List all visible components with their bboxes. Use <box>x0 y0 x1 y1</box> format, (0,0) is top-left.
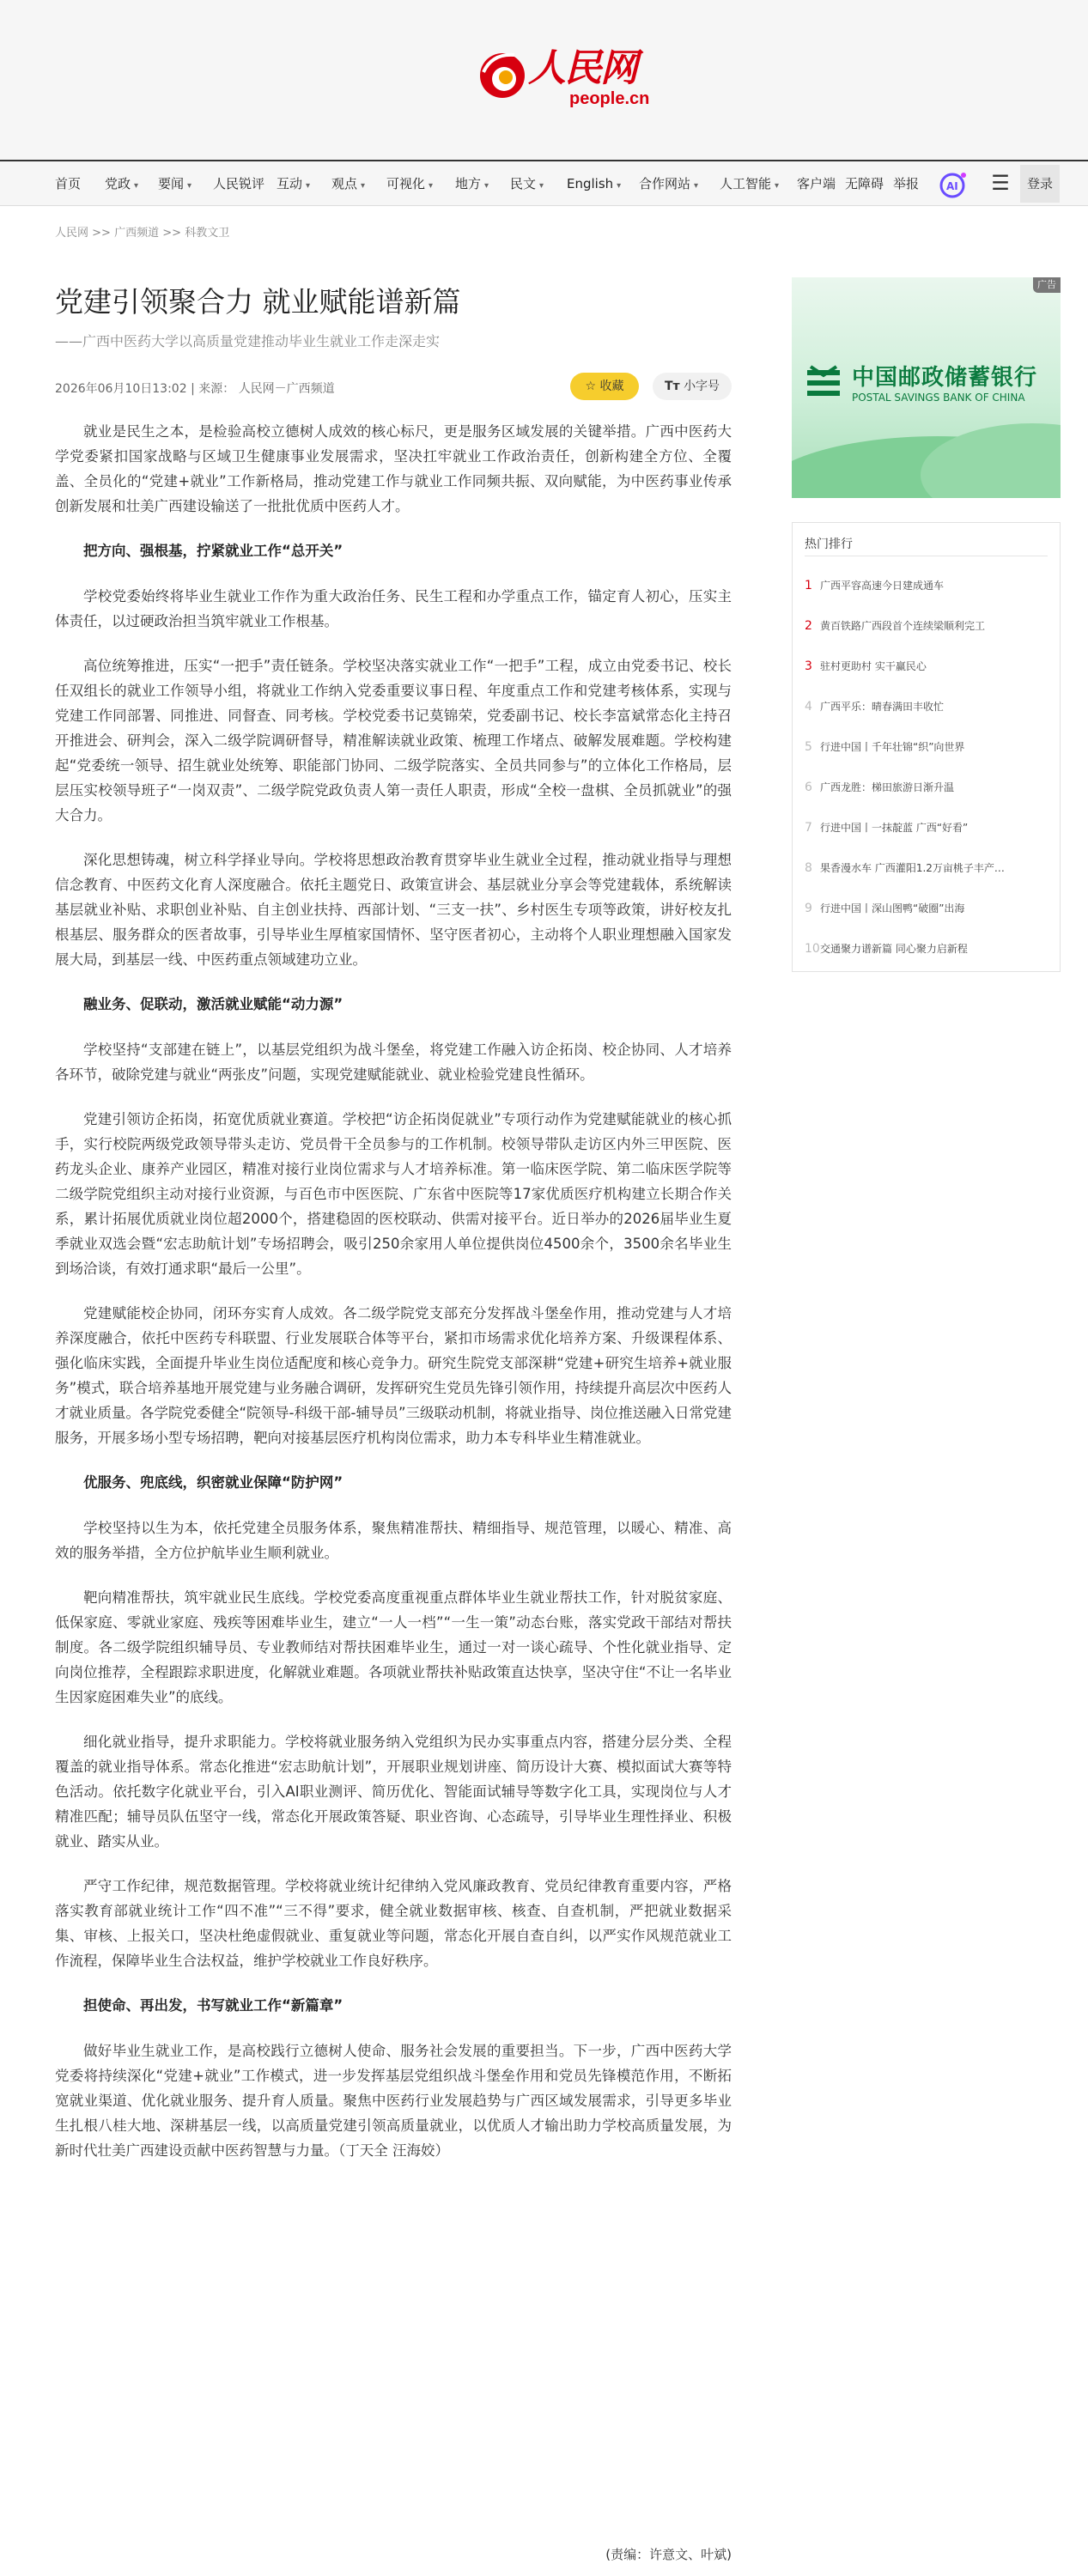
hot-ranking-link: 广西龙胜：梯田旅游日渐升温 <box>820 781 955 793</box>
nav-item[interactable] <box>213 161 264 206</box>
nav-item[interactable] <box>639 161 698 206</box>
site-header <box>0 0 1088 160</box>
site-logo[interactable] <box>475 45 650 110</box>
font-size-button[interactable] <box>653 373 732 400</box>
chevron-down-icon: ▾ <box>484 181 489 191</box>
chevron-down-icon: ▾ <box>306 181 311 191</box>
hot-ranking-link: 驻村更助村 实干赢民心 <box>820 660 927 672</box>
paragraph: 学校坚持以生为本，依托党建全员服务体系，聚焦精准帮扶、精细指导、规范管理，以暖心、精准、高效的服务举措，全方位护航毕业生顺利就业。 <box>55 1520 732 1561</box>
paragraph: 高位统筹推进，压实“一把手”责任链条。学校坚决落实就业工作“一把手”工程，成立由党委书记、校长任双组长的就业工作领导小组，将就业工作纳入党委重要议事日程、年度重点工作和党建考核体系，实现与党建工作同部署、同推进、同督查、同考核。学校党委书记莫锦荣，党委副书记、校长李富斌常态化主持召开推进会、研判会，深入二级学院调研督导，精准解读就业政策、梳理工作堵点、破解发展难题。学校构建起“党委统一领导、招生就业处统筹、职能部门协同、二级学院落实、全员共同参与”的立体化工作格局，层层压实校领导班子“一岗双责”、二级学院党政负责人第一责任人职责，形成“全校一盘棋、全员抓就业”的强大合力。 <box>55 658 732 823</box>
section-heading: 担使命、再出发，书写就业工作“新篇章” <box>83 1997 343 2014</box>
nav-item[interactable] <box>510 161 544 206</box>
paragraph: 党建引领访企拓岗，拓宽优质就业赛道。学校把“访企拓岗促就业”专项行动作为党建赋能就业的核心抓手，实行校院两级党政领导带头走访、党员骨干全员参与的工作机制。校领导带队走访区内外三甲医院、医药龙头企业、康养产业园区，精准对接行业岗位需求与人才培养标准。第一临床医学院、第二临床医学院等二级学院党组织主动对接行业资源，与百色市中医医院、广东省中医院等17家优质医疗机构建立长期合作关系，累计拓展优质就业岗位超2000个，搭建稳固的医校联动、供需对接平台。近日举办的2026届毕业生夏季就业双选会暨“宏志助航计划”专场招聘会，吸引250余家用人单位提供岗位4500余个，3500余名毕业生到场洽谈，有效打通求职“最后一公里”。 <box>55 1111 732 1277</box>
hot-ranking-panel <box>792 522 1061 972</box>
ad-tag: 广告 <box>1033 277 1061 293</box>
hot-ranking-item[interactable] <box>805 808 1054 848</box>
hot-ranking-link: 行进中国丨千年壮锦“织”向世界 <box>820 741 965 753</box>
logo-text-en: people.cn <box>569 89 650 108</box>
paragraph: 严守工作纪律，规范数据管理。学校将就业统计纪律纳入党风廉政教育、党员纪律教育重要内容，严格落实教育部就业统计工作“四不准”“三不得”要求，健全就业数据审核、核查、自查机制，严把就业数据采集、审核、上报关口，坚决杜绝虚假就业、重复就业等问题，常态化开展自查自纠，以严实作风规范就业工作流程，保障毕业生合法权益，维护学校就业工作良好秩序。 <box>55 1878 732 1969</box>
svg-text:AI: AI <box>946 180 958 192</box>
section-heading: 融业务、促联动，激活就业赋能“动力源” <box>83 996 343 1012</box>
breadcrumb-item[interactable]: 人民网 <box>55 227 89 240</box>
nav-item-label: 观点 <box>331 176 358 191</box>
article-body <box>55 419 732 2183</box>
breadcrumb-item[interactable]: 科教文卫 <box>185 227 230 240</box>
nav-item-label: English <box>567 176 614 191</box>
ad-brand-name-en: POSTAL SAVINGS BANK OF CHINA <box>852 392 1025 404</box>
rank-number: 2 <box>805 619 812 633</box>
rank-number: 3 <box>805 659 812 673</box>
hot-ranking-title: 热门排行 <box>805 538 853 551</box>
source-link[interactable]: 人民网－广西频道 <box>238 382 335 396</box>
paragraph: 做好毕业生就业工作，是高校践行立德树人使命、服务社会发展的重要担当。下一步，广西中医药大学党委将持续深化“党建+就业”工作模式，进一步发挥基层党组织战斗堡垒作用和党员先锋模范作用，不断拓宽就业渠道、优化就业服务、提升育人质量。聚焦中医药行业发展趋势与广西区域发展需求，引导更多毕业生扎根八桂大地、深耕基层一线，以高质量党建引领高质量就业，以优质人才输出助力学校高质量发展，为新时代壮美广西建设贡献中医药智慧与力量。（丁天全 汪海姣） <box>55 2043 732 2159</box>
meta-divider: | <box>191 382 199 396</box>
star-icon: ☆ <box>585 380 597 393</box>
hot-ranking-link: 交通聚力谱新篇 同心聚力启新程 <box>820 943 968 955</box>
nav-item-label: 举报 <box>893 176 920 191</box>
ai-assistant-icon[interactable] <box>938 170 969 199</box>
paragraph: 就业是民生之本，是检验高校立德树人成效的核心标尺，更是服务区域发展的关键举措。广西中医药大学党委紧扣国家战略与区域卫生健康事业发展需求，坚决扛牢就业工作政治责任，创新构建全方位、全覆盖、全员化的“党建+就业”工作新格局，推动党建工作与就业工作同频共振、双向赋能，为中医药事业传承创新发展和壮美广西建设输送了一批批优质中医药人才。 <box>55 423 732 514</box>
rank-number: 4 <box>805 700 812 714</box>
hot-ranking-list <box>805 566 1054 969</box>
nav-item-label: 人工智能 <box>720 176 772 191</box>
hot-ranking-item[interactable] <box>805 929 1054 969</box>
hamburger-menu-icon[interactable]: ☰ <box>991 171 1010 195</box>
nav-item-label: 民文 <box>510 176 537 191</box>
rank-number: 9 <box>805 902 812 915</box>
hot-ranking-link: 广西平容高速今日建成通车 <box>820 580 945 592</box>
nav-item[interactable] <box>720 161 779 206</box>
ad-background-hill <box>921 423 1061 498</box>
chevron-down-icon: ▾ <box>134 181 139 191</box>
hot-ranking-item[interactable] <box>805 848 1054 889</box>
hot-ranking-item[interactable] <box>805 606 1054 647</box>
chevron-down-icon: ▾ <box>429 181 434 191</box>
font-size-icon: Tт <box>664 380 680 393</box>
nav-item[interactable] <box>105 161 138 206</box>
breadcrumb <box>55 223 229 240</box>
chevron-down-icon: ▾ <box>775 181 780 191</box>
nav-item[interactable] <box>277 161 310 206</box>
article-meta <box>55 380 335 397</box>
nav-item-label: 合作网站 <box>639 176 691 191</box>
nav-item[interactable] <box>455 161 489 206</box>
hot-ranking-link: 广西平乐：晴春满田丰收忙 <box>820 701 945 713</box>
chevron-down-icon: ▾ <box>539 181 544 191</box>
rank-number: 7 <box>805 821 812 835</box>
nav-item-label: 首页 <box>55 176 82 191</box>
login-button[interactable]: 登录 <box>1020 165 1060 203</box>
editor-credit: (责编：许意文、叶斌) <box>605 2547 732 2562</box>
article-subtitle: ——广西中医药大学以高质量党建推动毕业生就业工作走深走实 <box>55 333 441 349</box>
breadcrumb-separator: >> <box>162 227 182 240</box>
paragraph: 学校坚持“支部建在链上”，以基层党组织为战斗堡垒，将党建工作融入访企拓岗、校企协同、人才培养各环节，破除党建与就业“两张皮”问题，实现党建赋能就业、就业检验党建良性循环。 <box>55 1042 732 1083</box>
breadcrumb-item[interactable]: 广西频道 <box>114 227 160 240</box>
hot-ranking-item[interactable] <box>805 647 1054 687</box>
hot-ranking-item[interactable] <box>805 687 1054 727</box>
paragraph: 深化思想铸魂，树立科学择业导向。学校将思想政治教育贯穿毕业生就业全过程，推动就业指导与理想信念教育、中医药文化育人深度融合。依托主题党日、政策宣讲会、基层就业分享会等党建载体，系统解读基层就业补贴、求职创业补贴、自主创业扶持、西部计划、“三支一扶”、乡村医生专项等政策，讲好校友扎根基层、服务群众的医者故事，引导毕业生厚植家国情怀、坚守医者初心，主动将个人职业理想融入国家发展大局，到基层一线、中医药重点领域建功立业。 <box>55 852 732 968</box>
nav-item[interactable] <box>158 161 191 206</box>
hot-ranking-item[interactable] <box>805 566 1054 606</box>
logo-text-cn: 人民网 <box>528 46 636 90</box>
nav-item-label: 要闻 <box>158 176 185 191</box>
paragraph: 党建赋能校企协同，闭环夯实育人成效。各二级学院党支部充分发挥战斗堡垒作用，推动党建与人才培养深度融合，依托中医药专科联盟、行业发展联合体等平台，紧扣市场需求优化培养方案、升级课程体系、强化临床实践，全面提升毕业生岗位适配度和核心竞争力。研究生院党支部深耕“党建+研究生培养+就业服务”模式，联合培养基地开展党建与业务融合调研，发挥研究生党员先锋引领作用，持续提升高层次中医药人才就业质量。各学院党委健全“院领导-科级干部-辅导员”三级联动机制，将就业指导、岗位推送融入日常党建服务，开展多场小型专场招聘，靶向对接基层医疗机构岗位需求，助力本专科毕业生精准就业。 <box>55 1305 732 1446</box>
sidebar-ad[interactable] <box>792 277 1061 498</box>
paragraph: 细化就业指导，提升求职能力。学校将就业服务纳入党组织为民办实事重点内容，搭建分层分类、全程覆盖的就业指导体系。常态化推进“宏志助航计划”，开展职业规划讲座、简历设计大赛、模拟面试大赛等特色活动。依托数字化就业平台，引入AI职业测评、简历优化、智能面试辅导等数字化工具，实现岗位与人才精准匹配；辅导员队伍坚守一线，常态化开展政策答疑、职业咨询、心态疏导，引导毕业生理性择业、积极就业、踏实从业。 <box>55 1734 732 1850</box>
hot-ranking-link: 果香漫水车 广西灌阳1.2万亩桃子丰产… <box>820 862 1005 874</box>
chevron-down-icon: ▾ <box>694 181 699 191</box>
hot-ranking-item[interactable] <box>805 889 1054 929</box>
source-label: 来源： <box>198 382 235 396</box>
nav-item[interactable] <box>845 161 884 206</box>
hot-ranking-link: 行进中国丨深山图鸭“破圈”出海 <box>820 902 965 914</box>
nav-item[interactable] <box>331 161 365 206</box>
paragraph: 学校党委始终将毕业生就业工作作为重大政治任务、民生工程和办学重点工作，锚定育人初心，压实主体责任，以过硬政治担当筑牢就业工作根基。 <box>55 588 732 629</box>
nav-item-label: 互动 <box>277 176 303 191</box>
hot-ranking-link: 黄百铁路广西段首个连续梁顺利完工 <box>820 620 986 632</box>
favorite-button[interactable] <box>570 373 639 400</box>
font-size-label: 小字号 <box>684 380 720 393</box>
publish-date: 2026年06月10日13:02 <box>55 382 187 396</box>
nav-item-label: 地方 <box>455 176 482 191</box>
nav-item-label: 人民锐评 <box>213 176 265 191</box>
article-title: 党建引领聚合力 就业赋能谱新篇 <box>55 285 461 319</box>
nav-item-label: 无障碍 <box>845 176 884 191</box>
hot-ranking-link: 行进中国丨一抹靛蓝 广西“好看” <box>820 822 969 834</box>
chevron-down-icon: ▾ <box>617 181 622 191</box>
rank-number: 10 <box>805 942 820 956</box>
chevron-down-icon: ▾ <box>187 181 192 191</box>
section-heading: 优服务、兜底线，织密就业保障“防护网” <box>83 1474 343 1491</box>
nav-item[interactable] <box>567 161 621 206</box>
nav-item-label: 党政 <box>105 176 131 191</box>
rank-number: 5 <box>805 740 812 754</box>
breadcrumb-separator: >> <box>92 227 111 240</box>
paragraph: 靶向精准帮扶，筑牢就业民生底线。学校党委高度重视重点群体毕业生就业帮扶工作，针对脱贫家庭、低保家庭、零就业家庭、残疾等困难毕业生，建立“一人一档”“一生一策”动态台账，落实党政干部结对帮扶制度。各二级学院组织辅导员、专业教师结对帮扶困难毕业生，通过一对一谈心疏导、个性化就业指导、定向岗位推荐，全程跟踪求职进度，化解就业难题。各项就业帮扶补贴政策直达快享，坚决守住“不让一名毕业生因家庭困难失业”的底线。 <box>55 1589 732 1705</box>
people-logo-icon <box>475 46 530 101</box>
nav-item[interactable] <box>893 161 919 206</box>
section-heading: 把方向、强根基，拧紧就业工作“总开关” <box>83 543 343 559</box>
nav-item-label: 客户端 <box>797 176 836 191</box>
hot-ranking-item[interactable] <box>805 768 1054 808</box>
hot-ranking-item[interactable] <box>805 727 1054 768</box>
ad-brand-name: 中国邮政储蓄银行 <box>852 365 1038 391</box>
nav-item[interactable] <box>797 161 836 206</box>
main-nav <box>0 160 1088 206</box>
nav-item[interactable] <box>55 161 81 206</box>
rank-number: 8 <box>805 861 812 875</box>
nav-item[interactable] <box>386 161 433 206</box>
nav-item-label: 可视化 <box>386 176 426 191</box>
chevron-down-icon: ▾ <box>361 181 366 191</box>
rank-number: 1 <box>805 579 812 592</box>
postal-bank-logo-icon <box>804 363 843 403</box>
rank-number: 6 <box>805 781 812 794</box>
favorite-label: 收藏 <box>599 380 624 393</box>
